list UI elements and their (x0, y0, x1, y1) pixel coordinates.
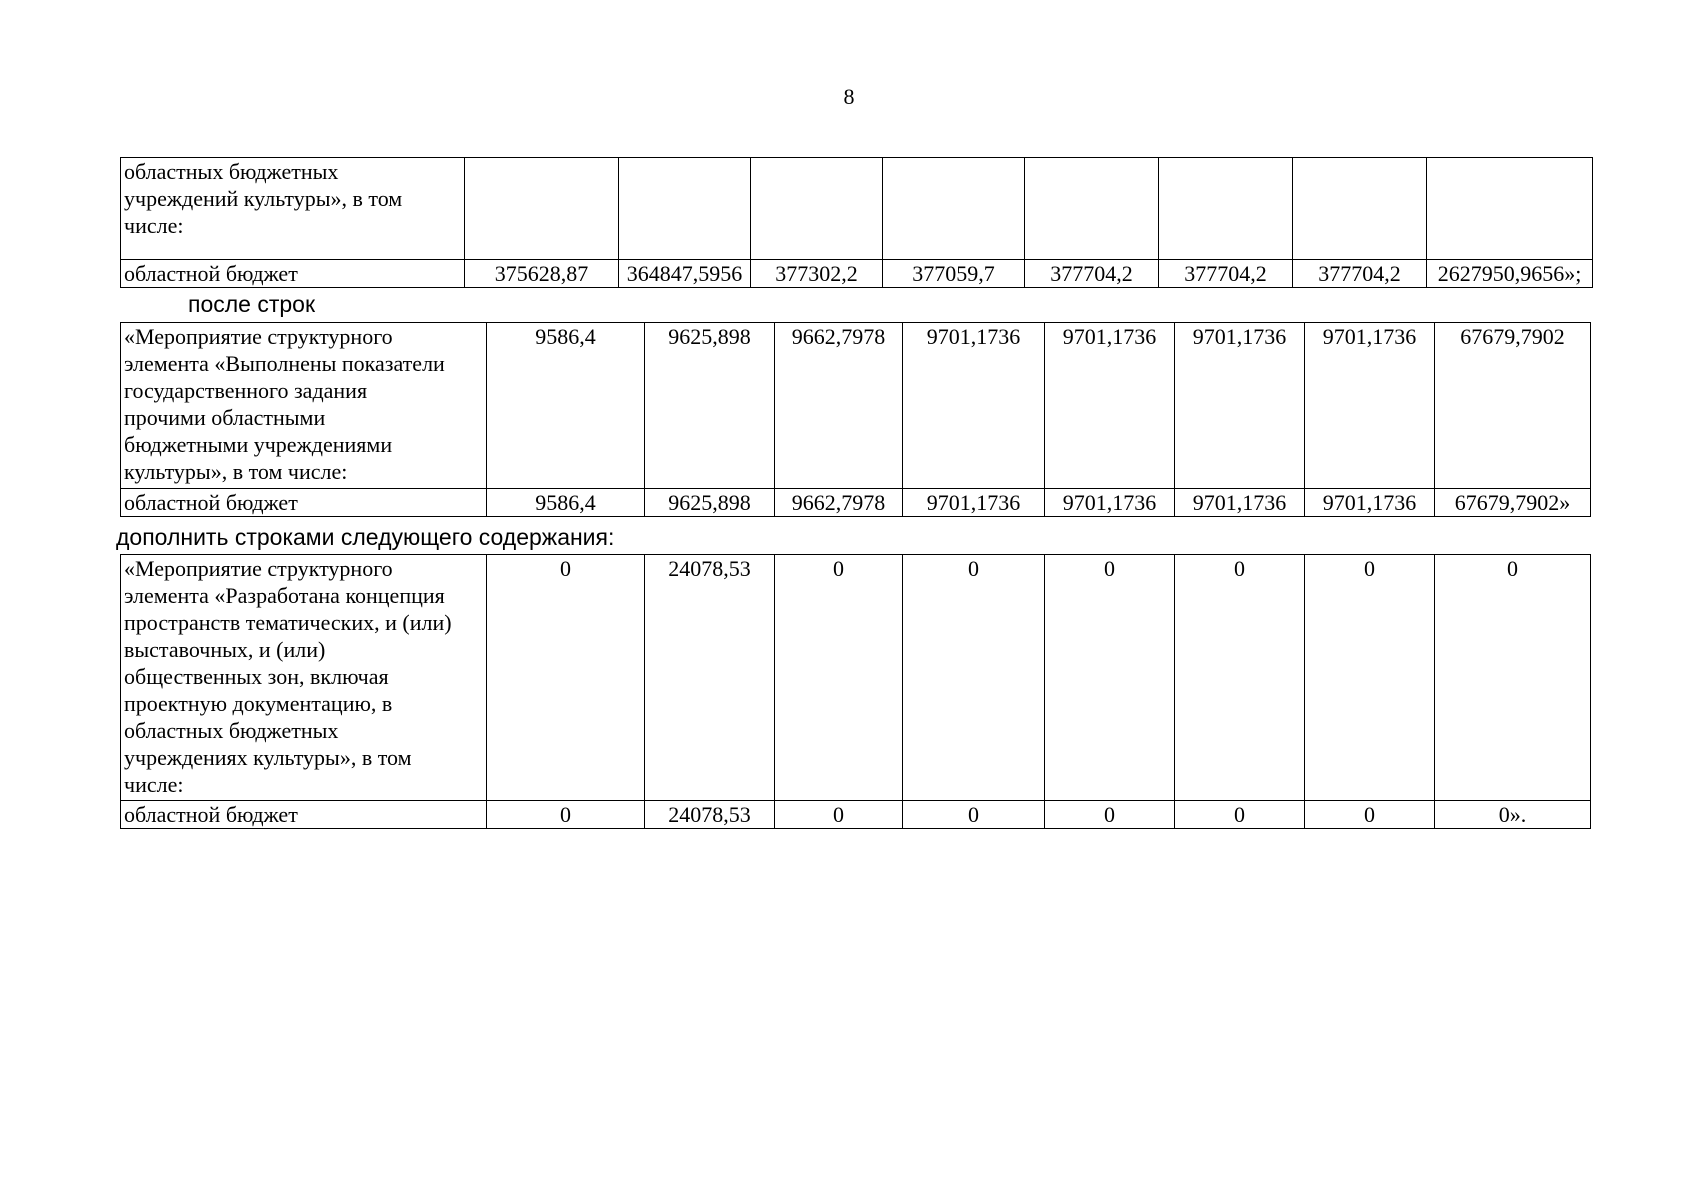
value-cell: 9625,898 (645, 323, 775, 489)
value-cell (619, 158, 751, 260)
table-row (121, 801, 1591, 829)
value-cell (1159, 158, 1293, 260)
description-line: культуры», в том числе: (124, 459, 348, 484)
value-cell: 377059,7 (883, 260, 1025, 288)
value-cell: 377704,2 (1293, 260, 1427, 288)
instruction-add-rows: дополнить строками следующего содержания: (116, 524, 615, 550)
value-cell: 364847,5956 (619, 260, 751, 288)
description-line: государственного задания (124, 378, 368, 403)
value-cell: 9701,1736 (1305, 489, 1435, 517)
value-cell: 24078,53 (645, 801, 775, 829)
value-cell (1293, 158, 1427, 260)
value-cell: 0 (487, 801, 645, 829)
description-line: элемента «Разработана концепция (124, 583, 445, 608)
value-cell: 377704,2 (1025, 260, 1159, 288)
value-cell: 9586,4 (487, 489, 645, 517)
table-3 (120, 554, 1591, 829)
value-cell: 0 (1175, 801, 1305, 829)
value-cell: 377302,2 (751, 260, 883, 288)
value-cell (465, 158, 619, 260)
value-cell: 9701,1736 (1045, 323, 1175, 489)
value-cell: 0 (775, 555, 903, 801)
budget-label: областной бюджет (121, 801, 487, 829)
value-cell (751, 158, 883, 260)
description-line: проектную документацию, в (124, 691, 393, 716)
table-1 (120, 157, 1593, 288)
value-cell: 9701,1736 (1175, 489, 1305, 517)
description-line: учреждений культуры», в том (124, 186, 403, 211)
description-line: «Мероприятие структурного (124, 324, 393, 349)
table-row (121, 158, 1593, 260)
value-cell: 0». (1435, 801, 1591, 829)
value-cell: 375628,87 (465, 260, 619, 288)
value-cell: 67679,7902» (1435, 489, 1591, 517)
table-row (121, 555, 1591, 801)
description-line: бюджетными учреждениями (124, 432, 393, 457)
value-cell: 377704,2 (1159, 260, 1293, 288)
value-cell: 9662,7978 (775, 489, 903, 517)
value-cell: 9701,1736 (1305, 323, 1435, 489)
value-cell: 0 (1305, 555, 1435, 801)
value-cell: 9625,898 (645, 489, 775, 517)
value-cell (1025, 158, 1159, 260)
measure-description (121, 323, 487, 489)
value-cell (1427, 158, 1593, 260)
value-cell: 9701,1736 (1045, 489, 1175, 517)
value-cell: 2627950,9656»; (1427, 260, 1593, 288)
value-cell: 0 (1435, 555, 1591, 801)
value-cell: 0 (1045, 801, 1175, 829)
description-line: числе: (124, 213, 184, 238)
value-cell: 67679,7902 (1435, 323, 1591, 489)
value-cell: 24078,53 (645, 555, 775, 801)
description-line: «Мероприятие структурного (124, 556, 393, 581)
instruction-after-rows: после строк (188, 291, 316, 317)
description-line: учреждениях культуры», в том (124, 745, 412, 770)
description-line: общественных зон, включая (124, 664, 389, 689)
description-line: пространств тематических, и (или) (124, 610, 452, 635)
value-cell: 0 (1045, 555, 1175, 801)
budget-label: областной бюджет (121, 260, 465, 288)
value-cell: 9701,1736 (1175, 323, 1305, 489)
value-cell: 0 (487, 555, 645, 801)
description-line: числе: (124, 772, 184, 797)
value-cell: 0 (1175, 555, 1305, 801)
table-row (121, 260, 1593, 288)
description-line: выставочных, и (или) (124, 637, 326, 662)
value-cell: 0 (903, 555, 1045, 801)
description-line: областных бюджетных (124, 159, 339, 184)
description-line: областных бюджетных (124, 718, 339, 743)
measure-description (121, 555, 487, 801)
table-row (121, 323, 1591, 489)
value-cell: 9701,1736 (903, 323, 1045, 489)
description-line: прочими областными (124, 405, 326, 430)
table-row (121, 489, 1591, 517)
value-cell: 0 (903, 801, 1045, 829)
budget-label: областной бюджет (121, 489, 487, 517)
description-line: элемента «Выполнены показатели (124, 351, 445, 376)
value-cell: 9662,7978 (775, 323, 903, 489)
value-cell: 0 (1305, 801, 1435, 829)
value-cell (883, 158, 1025, 260)
table-2 (120, 322, 1591, 517)
value-cell: 0 (775, 801, 903, 829)
value-cell: 9586,4 (487, 323, 645, 489)
measure-description (121, 158, 465, 260)
value-cell: 9701,1736 (903, 489, 1045, 517)
page-number: 8 (843, 84, 855, 109)
